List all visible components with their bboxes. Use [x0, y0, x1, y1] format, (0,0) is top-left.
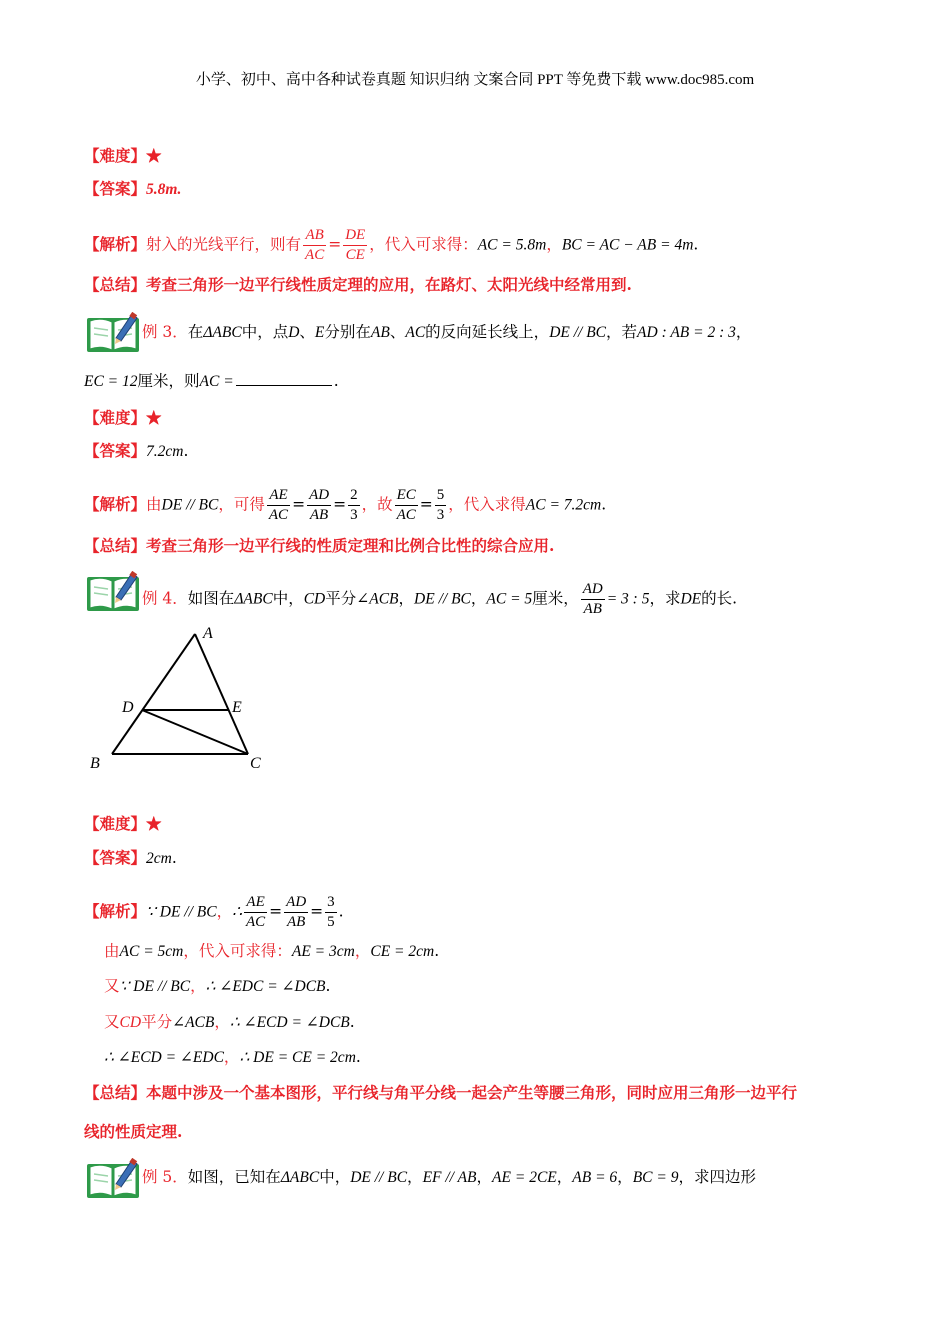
- side-ab: [112, 634, 195, 754]
- ex3-summary: 【总结】考查三角形一边平行线的性质定理和比例合比性的综合应用.: [84, 536, 555, 555]
- ex3-analysis: 【解析】由DE // BC，可得 $\frac{AE}{AC}$ = $\frac{AD}{AB}$ = $\frac{2}{3}$ ，故 $\frac{EC}{AC}$ = $\frac{5}{3}$ ，代入求得AC = 7.2cm.: [84, 487, 607, 523]
- ex4-difficulty: 【难度】★: [84, 814, 162, 833]
- book-pencil-icon: [86, 1158, 140, 1200]
- ex4-analysis-line5: ∴ ∠ECD = ∠EDC，∴ DE = CE = 2cm.: [104, 1048, 361, 1066]
- ex4-answer: 【答案】2cm.: [84, 848, 177, 867]
- ex3-answer: 【答案】7.2cm.: [84, 441, 189, 460]
- vertex-label-d: D: [122, 699, 134, 716]
- ex4-analysis-line2: 由AC = 5cm，代入可求得：AE = 3cm，CE = 2cm.: [104, 942, 440, 960]
- ex2-answer: 【答案】5.8m.: [84, 179, 182, 198]
- ex4-analysis-line1: 【解析】∵ DE // BC，∴ $\frac{AE}{AC}$ = $\frac{AD}{AB}$ = $\frac{3}{5}$ .: [84, 894, 344, 930]
- ex5-question: 例 5．如图，已知在ΔABC中，DE // BC，EF // AB，AE = 2CE，AB = 6，BC = 9，求四边形: [142, 1168, 756, 1186]
- ex3-question-line1: 例 3．在ΔABC中，点D、E分别在AB、AC的反向延长线上，DE // BC，若AD : AB = 2 : 3，: [142, 323, 752, 341]
- answer-blank: [236, 371, 332, 386]
- fraction-ad-ab: $\frac{AD}{AB}$: [309, 487, 330, 523]
- ex3-question-line2: EC = 12厘米，则AC = .: [84, 372, 339, 390]
- fraction-ad-ab: $\frac{AD}{AB}$: [286, 894, 307, 930]
- book-pencil-icon: [86, 312, 140, 354]
- fraction-ae-ac: $\frac{AE}{AC}$: [245, 894, 266, 930]
- ex4-summary-line1: 【总结】本题中涉及一个基本图形，平行线与角平分线一起会产生等腰三角形，同时应用三角形一边平行: [84, 1083, 798, 1102]
- ex4-analysis-line3: 又∵ DE // BC，∴ ∠EDC = ∠DCB.: [104, 977, 331, 995]
- ex4-analysis-line4: 又CD平分∠ACB，∴ ∠ECD = ∠DCB.: [104, 1013, 355, 1031]
- ex4-summary-line2: 线的性质定理.: [84, 1122, 183, 1141]
- triangle-figure: [82, 620, 282, 780]
- fraction-ad-ab: $\frac{AD}{AB}$: [582, 581, 603, 617]
- fraction-5-3: $\frac{5}{3}$: [436, 487, 445, 523]
- ex2-difficulty: 【难度】★: [84, 146, 162, 165]
- vertex-label-a: A: [203, 625, 213, 642]
- ex2-summary: 【总结】考查三角形一边平行线性质定理的应用，在路灯、太阳光线中经常用到.: [84, 275, 632, 294]
- fraction-3-5: $\frac{3}{5}$: [327, 894, 335, 930]
- ex2-analysis: 【解析】射入的光线平行，则有 $\frac{AB}{AC}$ = $\frac{DE}{CE}$ ，代入可求得：AC = 5.8m，BC = AC − AB = 4m.: [84, 227, 699, 263]
- fraction-ab-ac: $\frac{AB}{AC}$: [305, 227, 325, 263]
- vertex-label-b: B: [90, 755, 100, 772]
- fraction-de-ce: $\frac{DE}{CE}$: [345, 227, 366, 263]
- vertex-label-e: E: [232, 699, 242, 716]
- book-pencil-icon: [86, 571, 140, 613]
- ex4-question: 例 4．如图在ΔABC中，CD平分∠ACB，DE // BC，AC = 5厘米， $\frac{AD}{AB}$ = 3 : 5，求DE的长.: [142, 581, 738, 617]
- fraction-ec-ac: $\frac{EC}{AC}$: [396, 487, 416, 523]
- fraction-2-3: $\frac{2}{3}$: [350, 487, 358, 523]
- fraction-ae-ac: $\frac{AE}{AC}$: [268, 487, 289, 523]
- vertex-label-c: C: [250, 755, 261, 772]
- ex3-difficulty: 【难度】★: [84, 408, 162, 427]
- page-header: 小学、初中、高中各种试卷真题 知识归纳 文案合同 PPT 等免费下载 www.doc985.com: [195, 72, 755, 88]
